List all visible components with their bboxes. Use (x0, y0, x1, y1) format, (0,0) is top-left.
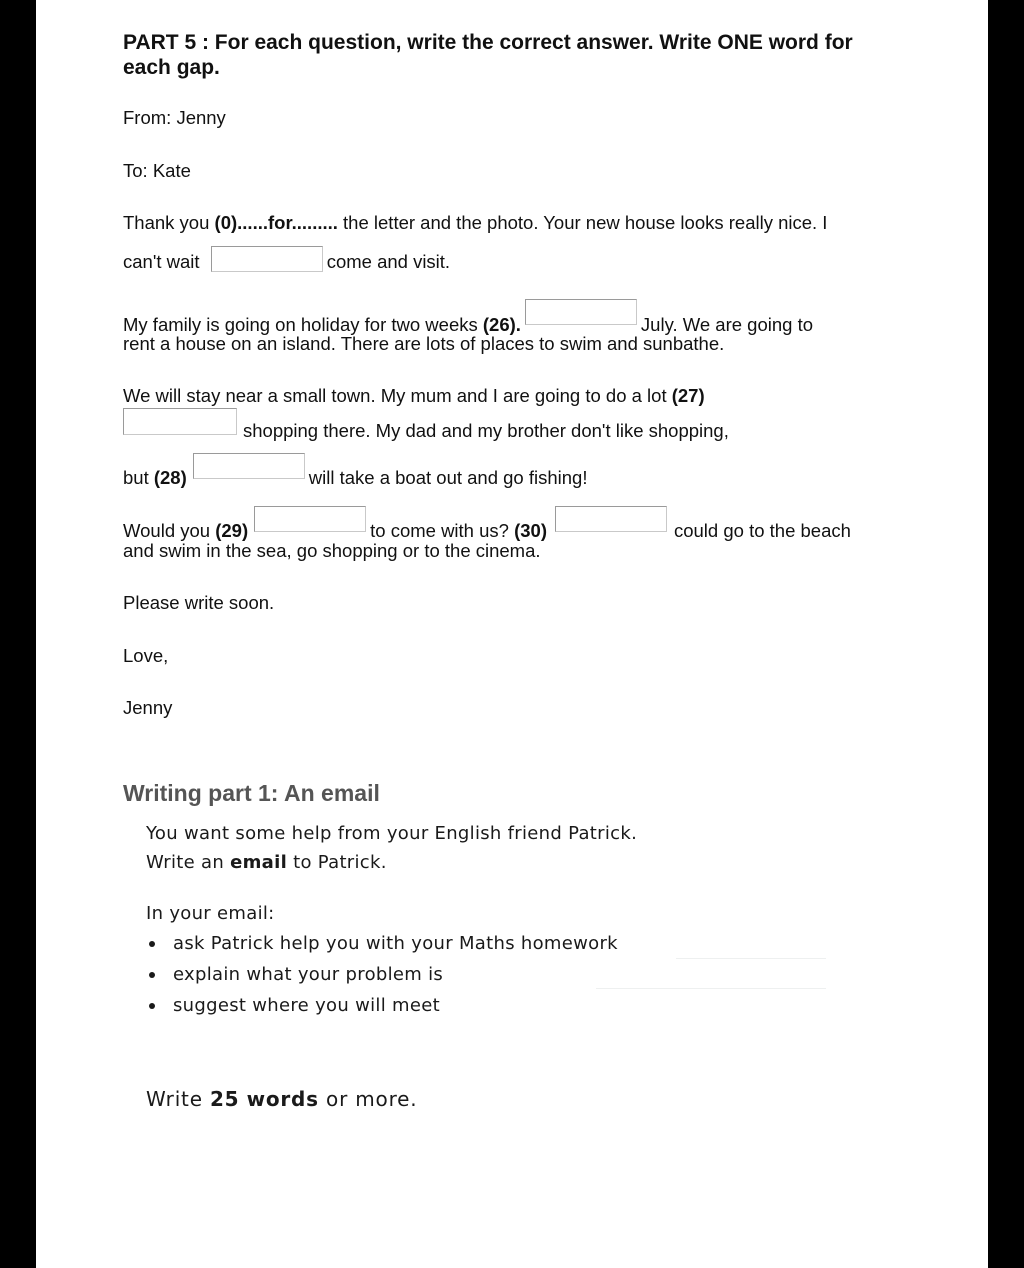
signature: Jenny (123, 697, 173, 718)
text: will take a boat out and go fishing! (308, 467, 588, 488)
scan-artifact (676, 958, 826, 959)
text: We will stay near a small town. My mum and I are going to do a lot (123, 385, 672, 406)
text: could go to the beach (673, 520, 851, 541)
word-count-number: 25 (209, 1087, 240, 1111)
closing-request: Please write soon. (123, 592, 275, 613)
worksheet-page (36, 0, 988, 1268)
writing-part-title: Writing part 1: An email (123, 780, 380, 806)
text (239, 1087, 246, 1111)
scan-artifact (596, 988, 826, 989)
text: to Patrick. (287, 852, 387, 873)
paragraph-3-line-3 (123, 453, 587, 489)
answer-gap-30[interactable] (555, 506, 667, 532)
answer-gap-29[interactable] (254, 506, 366, 532)
example-number: (0) (214, 212, 238, 233)
question-27-label: (27) (671, 385, 705, 406)
paragraph-3-line-1 (123, 385, 705, 407)
paragraph-4-line-1 (123, 506, 851, 542)
email-keyword: email (230, 852, 288, 873)
text: July. We are going to (640, 314, 813, 335)
text: Write (146, 1087, 210, 1111)
example-answer: ......for......... (237, 212, 338, 233)
question-29-label: (29) (215, 520, 249, 541)
question-30-label: (30) (514, 520, 547, 541)
paragraph-2-line-1 (123, 299, 813, 336)
text: come and visit. (326, 251, 451, 272)
from-line: From: Jenny (123, 107, 226, 128)
closing-love: Love, (123, 645, 169, 666)
text: Thank you (123, 212, 215, 233)
bullet-item: suggest where you will meet (173, 995, 440, 1016)
bullet-item: explain what your problem is (173, 964, 444, 985)
task-line-1: You want some help from your English friend Patrick. (146, 823, 638, 844)
answer-gap-25[interactable] (211, 246, 323, 272)
paragraph-2-line-2: rent a house on an island. There are lots of places to swim and sunbathe. (123, 333, 725, 354)
question-26-label: (26). (482, 314, 521, 335)
paragraph-4-line-2: and swim in the sea, go shopping or to the cinema. (123, 540, 541, 561)
question-28-label: (28) (153, 467, 187, 488)
text: Write an (146, 852, 231, 873)
text: can't wait (123, 251, 205, 272)
task-line-2 (146, 852, 387, 873)
text: to come with us? (370, 520, 515, 541)
word-count-instruction (146, 1087, 417, 1111)
bullet-dot-icon (149, 941, 155, 947)
text: My family is going on holiday for two weeks (123, 314, 483, 335)
paragraph-1-line-1 (123, 212, 827, 234)
bullet-dot-icon (149, 1003, 155, 1009)
text: Would you (123, 520, 216, 541)
answer-gap-28[interactable] (193, 453, 305, 479)
paragraph-1-line-2 (123, 246, 450, 273)
bullet-dot-icon (149, 972, 155, 978)
answer-gap-26[interactable] (525, 299, 637, 325)
in-your-email-label: In your email: (146, 903, 275, 924)
text: the letter and the photo. Your new house looks really nice. I (337, 212, 828, 233)
bullet-item: ask Patrick help you with your Maths homework (173, 933, 618, 954)
part5-heading: PART 5 : For each question, write the correct answer. Write ONE word for each gap. (123, 31, 853, 79)
to-line: To: Kate (123, 160, 191, 181)
text: but (123, 467, 154, 488)
paragraph-3-line-2: shopping there. My dad and my brother don't like shopping, (243, 420, 729, 441)
text: or more. (318, 1087, 418, 1111)
answer-gap-27[interactable] (123, 408, 237, 435)
words-keyword: words (246, 1087, 319, 1111)
